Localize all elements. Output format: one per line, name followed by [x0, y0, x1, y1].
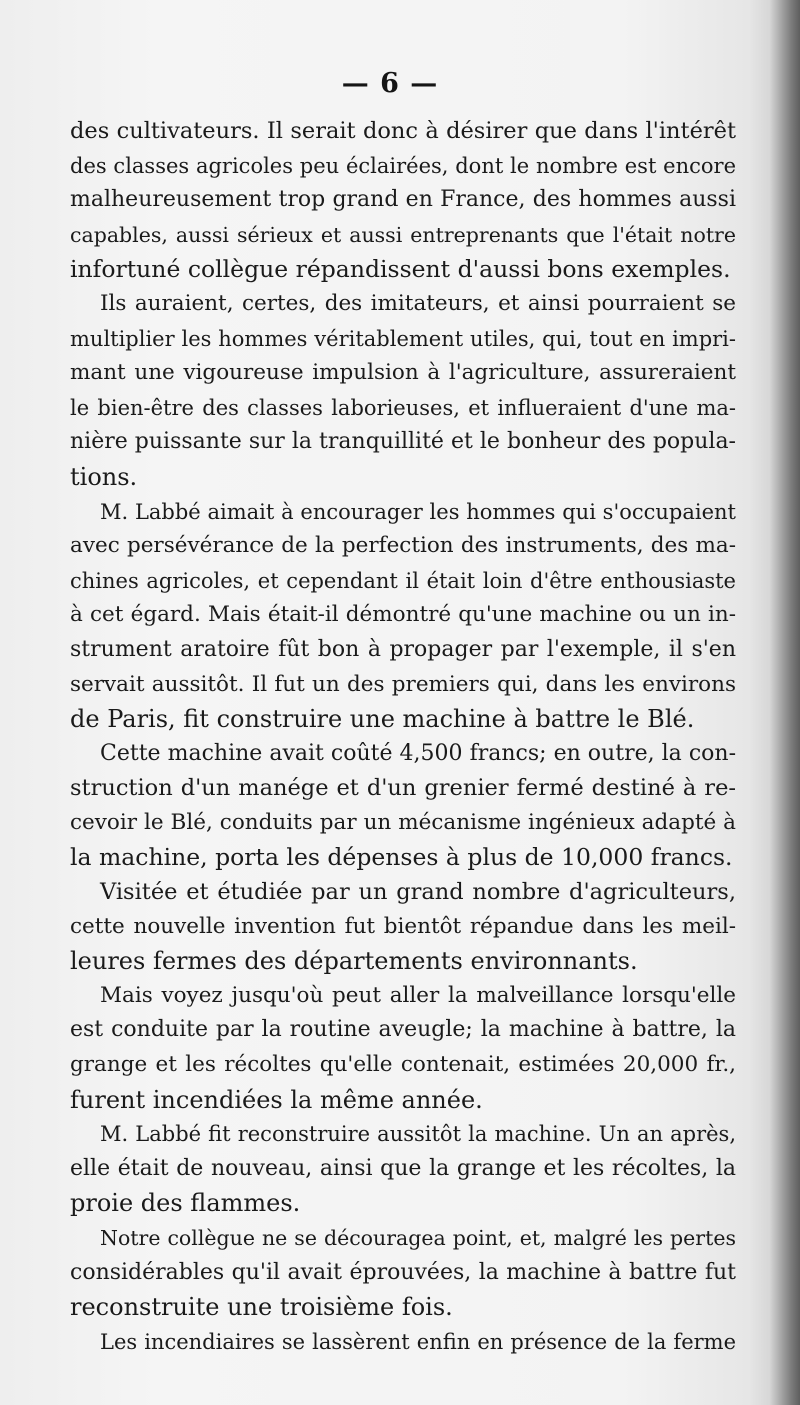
text-line: Visitée et étudiée par un grand nombre d'agriculteurs,: [100, 879, 736, 906]
text-line: struction d'un manége et d'un grenier fermé destiné à re-: [70, 775, 736, 802]
text-line: M. Labbé fit reconstruire aussitôt la machine. Un an après,: [100, 1122, 736, 1147]
text-line: Cette machine avait coûté 4,500 francs; en outre, la con-: [100, 740, 736, 766]
text-line: M. Labbé aimait à encourager les hommes qui s'occupaient: [100, 499, 736, 524]
text-line: elle était de nouveau, ainsi que la grange et les récoltes, la: [70, 1155, 736, 1181]
text-line: Notre collègue ne se découragea point, et, malgré les pertes: [100, 1226, 736, 1250]
text-line: cevoir le Blé, conduits par un mécanisme ingénieux adapté à: [70, 809, 736, 835]
text-line: la machine, porta les dépenses à plus de 10,000 francs.: [70, 843, 733, 872]
text-line: nière puissante sur la tranquillité et le bonheur des popula-: [70, 429, 736, 455]
text-line: Les incendiaires se lassèrent enfin en présence de la ferme: [100, 1329, 736, 1354]
text-line: Ils auraient, certes, des imitateurs, et ainsi pourraient se: [100, 290, 736, 316]
text-line: le bien-être des classes laborieuses, et influeraient d'une ma-: [70, 395, 736, 420]
text-line: à cet égard. Mais était-il démontré qu'une machine ou un in-: [70, 602, 736, 628]
text-line: tions.: [70, 462, 138, 491]
text-line: capables, aussi sérieux et aussi entreprenants que l'était notre: [70, 222, 736, 247]
text-line: servait aussitôt. Il fut un des premiers qui, dans les environs: [70, 671, 736, 697]
text-line: leures fermes des départements environnants.: [70, 947, 638, 976]
text-line: proie des flammes.: [70, 1189, 301, 1218]
text-line: chines agricoles, et cependant il était loin d'être enthousiaste: [70, 568, 736, 593]
text-line: mant une vigoureuse impulsion à l'agriculture, assureraient: [70, 360, 736, 386]
text-line: des cultivateurs. Il serait donc à désirer que dans l'intérêt: [70, 118, 736, 144]
text-line: reconstruite une troisième fois.: [70, 1293, 453, 1322]
text-line: furent incendiées la même année.: [70, 1085, 483, 1114]
text-line: malheureusement trop grand en France, des hommes aussi: [70, 187, 736, 213]
page-edge-shadow: [770, 0, 800, 1405]
text-line: Mais voyez jusqu'où peut aller la malveillance lorsqu'elle: [100, 982, 736, 1008]
text-line: cette nouvelle invention fut bientôt répandue dans les meil-: [70, 913, 736, 939]
text-line: multiplier les hommes véritablement utiles, qui, tout en impri-: [70, 326, 736, 351]
text-line: de Paris, fit construire une machine à battre le Blé.: [70, 705, 695, 734]
body-text: [70, 114, 736, 1359]
text-line: est conduite par la routine aveugle; la machine à battre, la: [70, 1017, 736, 1043]
text-line: avec persévérance de la perfection des instruments, des ma-: [70, 533, 736, 559]
text-line: grange et les récoltes qu'elle contenait, estimées 20,000 fr.,: [70, 1052, 736, 1078]
page-number: — 6 —: [341, 68, 439, 99]
text-line: infortuné collègue répandissent d'aussi bons exemples.: [70, 255, 731, 284]
text-line: des classes agricoles peu éclairées, dont le nombre est encore: [70, 153, 736, 178]
text-line: strument aratoire fût bon à propager par l'exemple, il s'en: [70, 636, 736, 662]
text-line: considérables qu'il avait éprouvées, la machine à battre fut: [70, 1259, 736, 1285]
